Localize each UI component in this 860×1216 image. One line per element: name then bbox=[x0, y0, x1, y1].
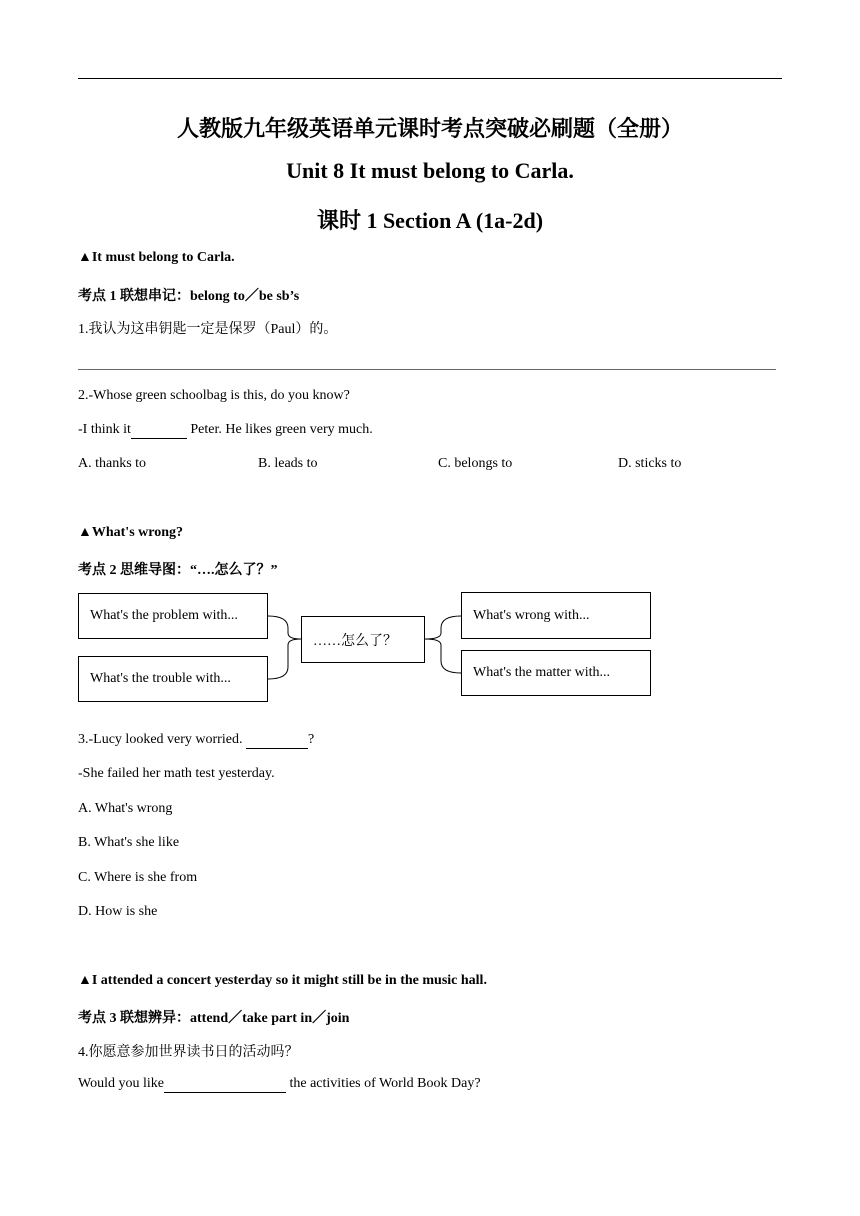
answer-blank[interactable] bbox=[246, 732, 308, 749]
option-c[interactable]: C. belongs to bbox=[438, 456, 513, 471]
section3-point: 考点 3 联想辨异：attend／take part in／join bbox=[78, 1011, 350, 1026]
question-3-line1 bbox=[78, 732, 314, 749]
mindmap-box-matter: What's the matter with... bbox=[461, 650, 651, 696]
option-d[interactable]: D. How is she bbox=[78, 904, 158, 919]
question-2-line1: 2.-Whose green schoolbag is this, do you know? bbox=[78, 388, 350, 403]
document-title: 人教版九年级英语单元课时考点突破必刷题（全册） bbox=[176, 116, 683, 141]
option-a[interactable]: A. What's wrong bbox=[78, 801, 173, 816]
question-4-text-b: the activities of World Book Day? bbox=[285, 1076, 481, 1091]
option-b[interactable]: B. leads to bbox=[258, 456, 318, 471]
option-c[interactable]: C. Where is she from bbox=[78, 870, 198, 885]
answer-blank[interactable] bbox=[164, 1076, 286, 1093]
question-3-text-b: ? bbox=[307, 732, 315, 747]
question-3-text-a: 3.-Lucy looked very worried. bbox=[78, 732, 246, 747]
option-d[interactable]: D. sticks to bbox=[618, 456, 682, 471]
section2-point: 考点 2 思维导图：“….怎么了？” bbox=[78, 563, 278, 578]
section3-heading: ▲I attended a concert yesterday so it might still be in the music hall. bbox=[78, 973, 487, 988]
option-b[interactable]: B. What's she like bbox=[78, 835, 180, 850]
section1-heading: ▲It must belong to Carla. bbox=[78, 250, 235, 265]
mindmap-box-trouble: What's the trouble with... bbox=[78, 656, 268, 702]
question-4: 4.你愿意参加世界读书日的活动吗？ bbox=[78, 1045, 299, 1060]
question-3-line2: -She failed her math test yesterday. bbox=[78, 766, 275, 781]
question-2-text-a: -I think it bbox=[78, 422, 131, 437]
lesson-title: 课时 1 Section A (1a-2d) bbox=[316, 208, 544, 233]
section1-point: 考点 1 联想串记：belong to／be sb’s bbox=[78, 289, 300, 304]
mindmap-box-wrong: What's wrong with... bbox=[461, 592, 651, 639]
mindmap-box-center: ……怎么了？ bbox=[301, 616, 425, 663]
question-2-text-b: Peter. He likes green very much. bbox=[186, 422, 373, 437]
option-a[interactable]: A. thanks to bbox=[78, 456, 147, 471]
question-4-line bbox=[78, 1076, 481, 1093]
question-1: 1.我认为这串钥匙一定是保罗（Paul）的。 bbox=[78, 322, 338, 337]
question-4-text-a: Would you like bbox=[78, 1076, 164, 1091]
unit-title: Unit 8 It must belong to Carla. bbox=[286, 158, 574, 183]
mindmap-box-problem: What's the problem with... bbox=[78, 593, 268, 639]
section2-heading: ▲What's wrong? bbox=[78, 525, 183, 540]
